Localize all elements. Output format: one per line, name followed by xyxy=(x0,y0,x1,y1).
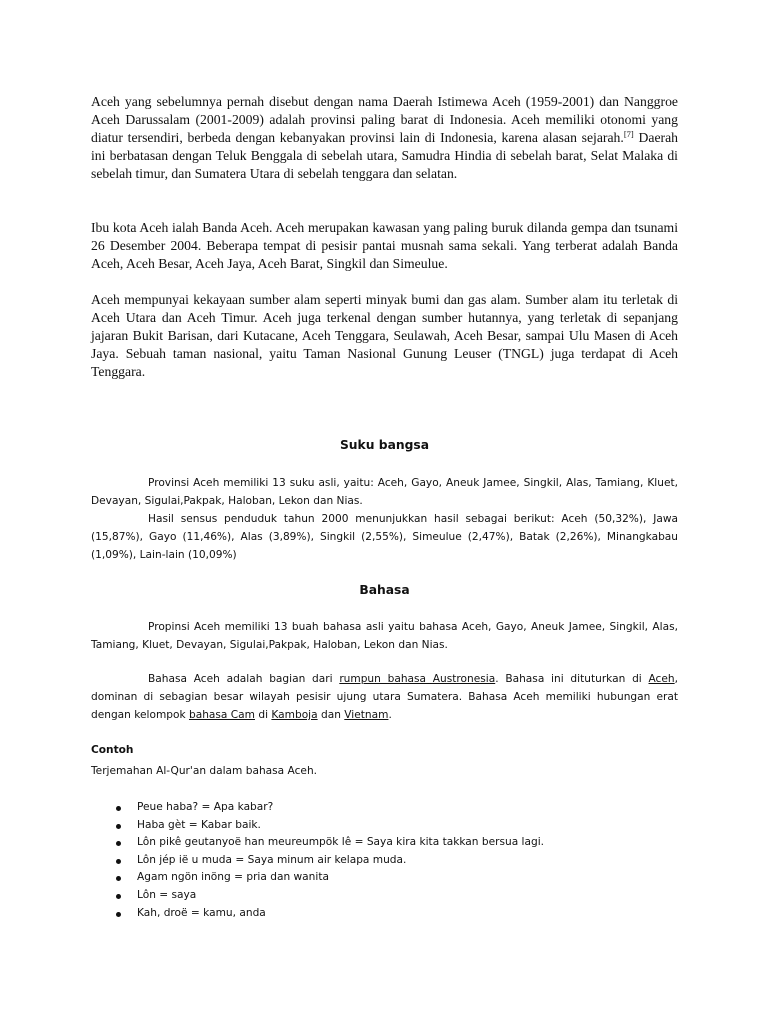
bahasa-text-4: di xyxy=(255,709,272,721)
intro-text-b: Daerah ini berbatasan dengan Teluk Benggala di sebelah utara, Samudra Hindia di sebelah barat, Selat Malaka di sebelah timur, dan Sumatera Utara di sebelah tenggara dan selatan. xyxy=(91,130,678,181)
bullet-icon xyxy=(116,824,121,829)
example-phrase-list xyxy=(91,799,678,922)
bahasa-paragraph-1: Propinsi Aceh memiliki 13 buah bahasa asli yaitu bahasa Aceh, Gayo, Aneuk Jamee, Singkil, Alas, Tamiang, Kluet, Devayan, Sigulai,Pakpak, Haloban, Lekon dan Nias. xyxy=(91,621,678,651)
link-kamboja[interactable]: Kamboja xyxy=(271,709,318,721)
section-heading-bahasa: Bahasa xyxy=(359,583,410,597)
bahasa-text-5: dan xyxy=(317,709,345,721)
list-item-text: Agam ngön inöng = pria dan wanita xyxy=(137,871,329,884)
bullet-icon xyxy=(116,876,121,881)
list-item-text: Lôn pikê geutanyoë han meureumpök lê = Saya kira kita takkan bersua lagi. xyxy=(137,836,545,849)
intro-paragraph-3: Aceh mempunyai kekayaan sumber alam seperti minyak bumi dan gas alam. Sumber alam itu terletak di Aceh Utara dan Aceh Timur. Aceh juga terkenal dengan sumber hutannya, yang terletak di sepanjang jajaran Bukit Barisan, dari Kutacane, Aceh Tenggara, Seulawah, Aceh Besar, sampai Ulu Masen di Aceh Jaya. Sebuah taman nasional, yaitu Taman Nasional Gunung Leuser (TNGL) juga terdapat di Aceh Tenggara. xyxy=(91,292,678,379)
intro-paragraph-1 xyxy=(91,93,678,183)
contoh-subtitle: Terjemahan Al-Qur'an dalam bahasa Aceh. xyxy=(91,765,318,777)
section-heading-suku-bangsa: Suku bangsa xyxy=(339,438,430,452)
list-item-text: Lôn = saya xyxy=(137,888,197,901)
bahasa-text-1: Bahasa Aceh adalah bagian dari xyxy=(148,673,340,685)
link-aceh[interactable]: Aceh xyxy=(648,673,675,685)
bullet-icon xyxy=(116,912,121,917)
contoh-heading: Contoh xyxy=(91,744,134,756)
intro-paragraph-2: Ibu kota Aceh ialah Banda Aceh. Aceh merupakan kawasan yang paling buruk dilanda gempa dan tsunami 26 Desember 2004. Beberapa tempat di pesisir pantai musnah sama sekali. Yang terberat adalah Banda Aceh, Aceh Besar, Aceh Jaya, Aceh Barat, Singkil dan Simeulue. xyxy=(91,220,678,271)
list-item xyxy=(91,799,678,817)
list-item xyxy=(91,869,678,887)
list-item xyxy=(91,852,678,870)
bullet-icon xyxy=(116,894,121,899)
list-item-text: Kah, droë = kamu, anda xyxy=(137,906,266,919)
intro-text-a: Aceh yang sebelumnya pernah disebut dengan nama Daerah Istimewa Aceh (1959-2001) dan Nanggroe Aceh Darussalam (2001-2009) adalah provinsi paling barat di Indonesia. Aceh memiliki otonomi yang diatur tersendiri, berbeda dengan kebanyakan provinsi lain di Indonesia, karena alasan sejarah. xyxy=(91,94,678,145)
suku-paragraph-1: Provinsi Aceh memiliki 13 suku asli, yaitu: Aceh, Gayo, Aneuk Jamee, Singkil, Alas, Tamiang, Kluet, Devayan, Sigulai,Pakpak, Haloban, Lekon dan Nias. xyxy=(91,477,678,507)
bullet-icon xyxy=(116,859,121,864)
bullet-icon xyxy=(116,841,121,846)
bahasa-text-6: . xyxy=(388,709,392,721)
bullet-icon xyxy=(116,806,121,811)
list-item-text: Peue haba? = Apa kabar? xyxy=(137,801,274,813)
list-item xyxy=(91,887,678,905)
link-vietnam[interactable]: Vietnam xyxy=(344,709,389,721)
link-bahasa-cam[interactable]: bahasa Cam xyxy=(188,709,255,721)
list-item xyxy=(91,834,678,852)
list-item xyxy=(91,905,678,923)
citation-reference[interactable]: [7] xyxy=(623,129,634,139)
list-item-text: Haba gèt = Kabar baik. xyxy=(137,818,261,831)
bahasa-text-2: . Bahasa ini dituturkan di xyxy=(495,673,649,685)
list-item-text: Lôn jép ië u muda = Saya minum air kelapa muda. xyxy=(137,853,407,866)
list-item xyxy=(91,817,678,835)
bahasa-text-3: , dominan di sebagian besar wilayah pesisir ujung utara Sumatera. Bahasa Aceh memiliki hubungan erat dengan kelompok xyxy=(91,673,678,721)
link-rumpun-bahasa-austronesia[interactable]: rumpun bahasa Austronesia xyxy=(339,673,496,685)
suku-paragraph-2: Hasil sensus penduduk tahun 2000 menunjukkan hasil sebagai berikut: Aceh (50,32%), Jawa (15,87%), Gayo (11,46%), Alas (3,89%), Singkil (2,55%), Simeulue (2,47%), Batak (2,26%), Minangkabau (1,09%), Lain-lain (10,09%) xyxy=(91,513,678,561)
bahasa-paragraph-2 xyxy=(91,670,678,724)
